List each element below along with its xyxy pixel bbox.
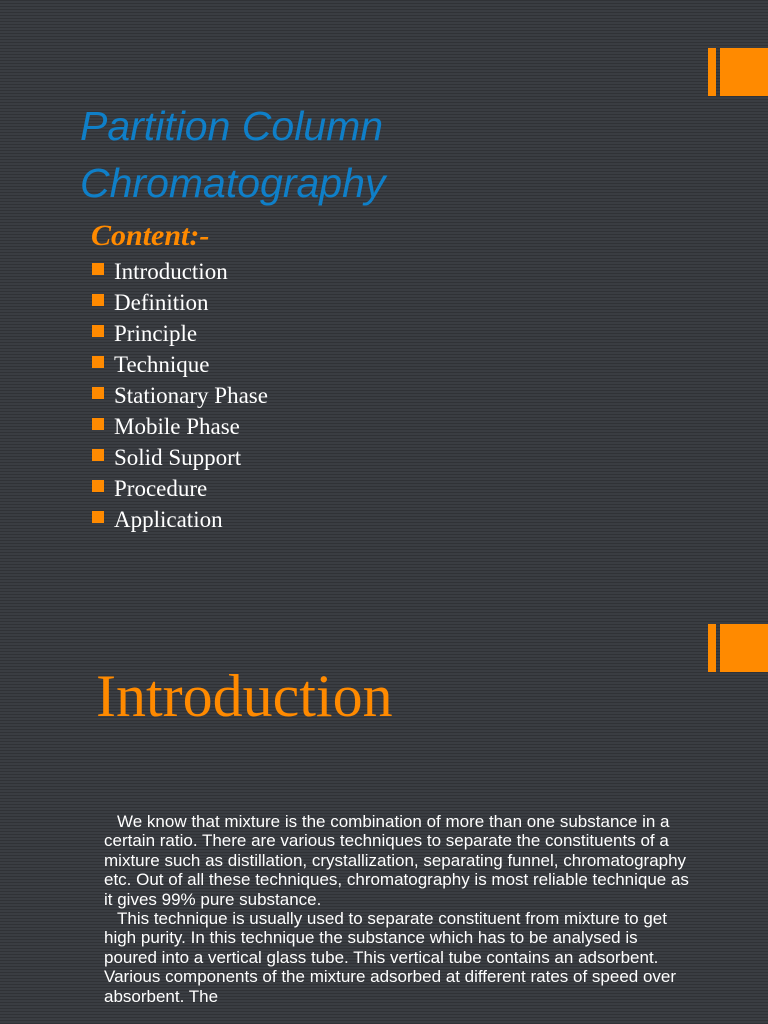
contents-list-item xyxy=(92,318,268,349)
bullet-square-icon xyxy=(92,263,104,275)
accent-bars xyxy=(708,624,768,672)
bullet-square-icon xyxy=(92,480,104,492)
slide-title-heading xyxy=(80,98,385,212)
contents-item-label: Definition xyxy=(114,289,209,315)
contents-item-label: Application xyxy=(114,506,223,532)
bullet-square-icon xyxy=(92,387,104,399)
introduction-body xyxy=(104,812,694,1006)
title-line-2: Chromatography xyxy=(80,160,386,206)
bullet-square-icon xyxy=(92,449,104,461)
contents-list-item xyxy=(92,287,268,318)
contents-item-label: Procedure xyxy=(114,475,208,501)
contents-list-item xyxy=(92,504,268,535)
content-heading: Content:- xyxy=(91,219,210,252)
title-line-1: Partition Column xyxy=(80,103,384,149)
introduction-heading: Introduction xyxy=(96,663,393,729)
contents-item-label: Solid Support xyxy=(114,444,242,470)
contents-item-label: Stationary Phase xyxy=(114,382,268,408)
contents-item-label: Principle xyxy=(114,320,198,346)
contents-item-label: Introduction xyxy=(114,258,228,284)
bullet-square-icon xyxy=(92,325,104,337)
contents-list-item xyxy=(92,256,268,287)
accent-bar-thick xyxy=(720,624,768,672)
bullet-square-icon xyxy=(92,511,104,523)
accent-bar-thin xyxy=(708,624,716,672)
contents-list-item xyxy=(92,411,268,442)
bullet-square-icon xyxy=(92,294,104,306)
accent-bars xyxy=(708,48,768,96)
contents-list-item xyxy=(92,349,268,380)
contents-list-item xyxy=(92,380,268,411)
accent-bar-thick xyxy=(720,48,768,96)
contents-list-item xyxy=(92,473,268,504)
bullet-square-icon xyxy=(92,356,104,368)
contents-item-label: Mobile Phase xyxy=(114,413,240,439)
contents-item-label: Technique xyxy=(114,351,210,377)
contents-list-item xyxy=(92,442,268,473)
contents-list xyxy=(92,256,268,535)
introduction-paragraph: This technique is usually used to separate constituent from mixture to get high purity. In this technique the substance which has to be analysed is poured into a vertical glass tube. This vertical tube contains an adsorbent. Various components of the mixture adsorbed at different rates of speed over absorbent. The xyxy=(104,909,677,1006)
introduction-paragraph: We know that mixture is the combination of more than one substance in a certain ratio. There are various techniques to separate the constituents of a mixture such as distillation, crystallization, separating funnel, chromatography etc. Out of all these techniques, chromatography is most reliable technique as it gives 99% pure substance. xyxy=(104,812,689,909)
slide-introduction xyxy=(0,608,768,1024)
bullet-square-icon xyxy=(92,418,104,430)
accent-bar-thin xyxy=(708,48,716,96)
